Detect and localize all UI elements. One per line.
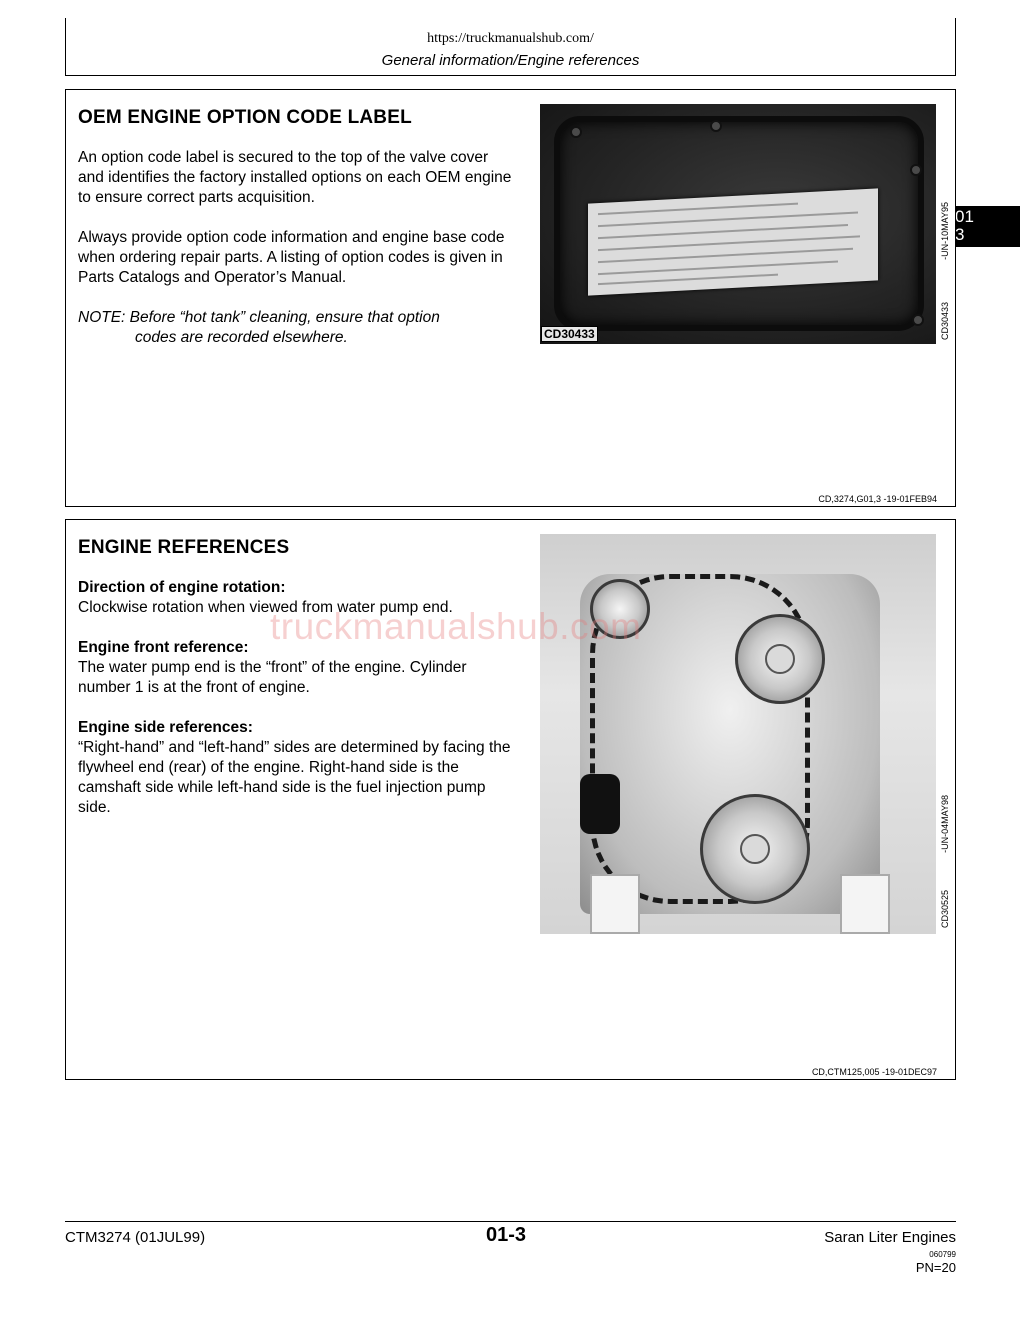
footer-manual-code: CTM3274 (01JUL99) (65, 1229, 206, 1246)
item-heading: Engine front reference: (78, 639, 249, 656)
note (78, 308, 518, 348)
section-tab-line2: 3 (955, 225, 965, 244)
item-text: Clockwise rotation when viewed from water pump end. (78, 599, 453, 616)
section-tab (955, 206, 1020, 247)
note-line: NOTE: Before “hot tank” cleaning, ensure that option (78, 309, 440, 326)
side-reference-item (78, 718, 518, 818)
photo-code-top: -UN-10MAY95 (940, 202, 950, 260)
photo-code-bottom: CD30525 (940, 890, 950, 929)
section-title: ENGINE REFERENCES (78, 537, 290, 558)
section-title: OEM ENGINE OPTION CODE LABEL (78, 107, 412, 128)
engine-references-section (65, 519, 956, 1080)
pulley-hub-image (740, 834, 770, 864)
bolt-icon (570, 126, 582, 138)
paragraph: An option code label is secured to the top of the valve cover and identifies the factory installed options on each OEM engine to ensure correct parts acquisition. (78, 149, 512, 206)
photo-tag: CD30433 (541, 326, 598, 342)
label-text-line (598, 224, 848, 239)
page-number: 01-3 (486, 1224, 527, 1246)
bolt-icon (710, 120, 722, 132)
option-code-label-image (588, 188, 878, 295)
bolt-icon (910, 164, 922, 176)
section-tab-line1: 01 (955, 207, 974, 226)
valve-cover-photo (540, 104, 936, 344)
photo-code-top: -UN-04MAY98 (940, 795, 950, 853)
pulley-hub-image (765, 644, 795, 674)
label-text-line (598, 260, 838, 275)
header-url[interactable]: https://truckmanualshub.com/ (427, 31, 594, 46)
watermark: truckmanualshub.com (270, 606, 642, 647)
footer-manual-title: Saran Liter Engines (824, 1229, 956, 1246)
footer-pn: PN=20 (915, 1260, 956, 1275)
item-heading: Engine side references: (78, 719, 253, 736)
label-text-line (598, 274, 778, 285)
photo-code-bottom: CD30433 (940, 302, 950, 341)
reference-code: CD,3274,G01,3 -19-01FEB94 (818, 494, 937, 504)
engine-stand-image (590, 874, 640, 934)
item-text: The water pump end is the “front” of the engine. Cylinder number 1 is at the front of engine. (78, 659, 467, 696)
header-title: General information/Engine references (381, 52, 640, 69)
footer-divider (65, 1221, 956, 1222)
paragraph: Always provide option code information and engine base code when ordering repair parts. A listing of option codes is given in Parts Catalogs and Operator’s Manual. (78, 229, 505, 286)
note-line: codes are recorded elsewhere. (135, 329, 348, 346)
label-text-line (598, 203, 798, 215)
engine-stand-image (840, 874, 890, 934)
item-heading: Direction of engine rotation: (78, 579, 286, 596)
bolt-icon (912, 314, 924, 326)
oil-filter-image (580, 774, 620, 834)
option-code-label-section (65, 89, 956, 507)
engine-front-photo (540, 534, 936, 934)
footer-date: 060799 (929, 1250, 956, 1259)
item-text: “Right-hand” and “left-hand” sides are determined by facing the flywheel end (rear) of the engine. Right-hand side is the camshaft side while left-hand side is the fuel injection pump side. (78, 739, 511, 816)
reference-code: CD,CTM125,005 -19-01DEC97 (811, 1067, 937, 1077)
page-header (65, 18, 956, 76)
